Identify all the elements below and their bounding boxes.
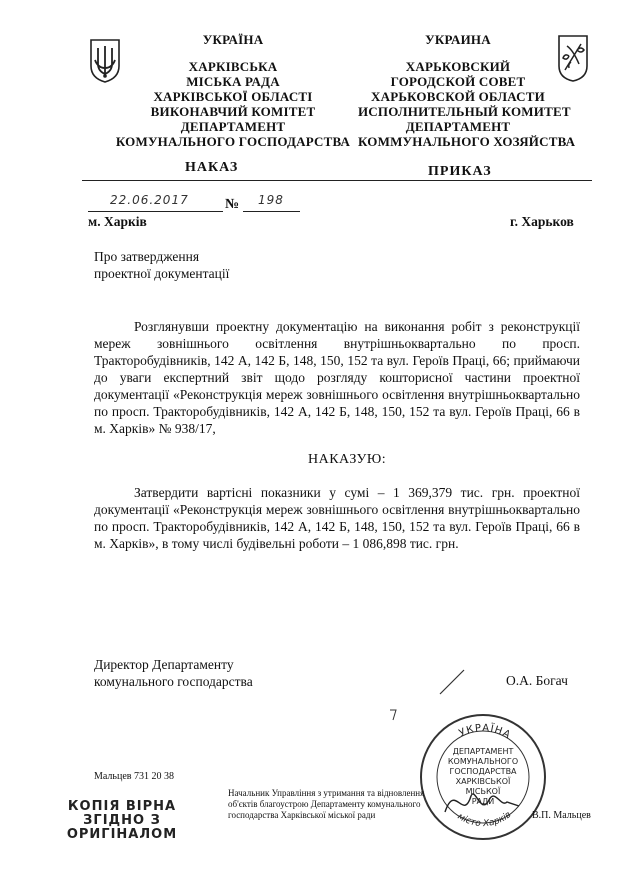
- svg-text:УКРАЇНА: [458, 722, 513, 742]
- copy-stamp-line: ЗГІДНО З: [83, 813, 161, 828]
- header-left-line: ХАРКІВСЬКОЇ ОБЛАСТІ: [153, 89, 313, 104]
- city-ua: м. Харків: [88, 214, 147, 229]
- header-left-line: МІСЬКА РАДА: [186, 74, 280, 89]
- approval-line: об'єктів благоустрою Департаменту комунального: [228, 799, 421, 809]
- header-right-country: УКРАИНА: [425, 32, 491, 47]
- city-ru: г. Харьков: [510, 214, 574, 229]
- signature-mark: [438, 668, 468, 696]
- copy-stamp-line: ОРИГІНАЛОМ: [66, 827, 178, 842]
- signatory-name: О.А. Богач: [506, 673, 568, 688]
- kharkiv-emblem-icon: [557, 34, 589, 82]
- stamp-center-line: РАДИ: [471, 797, 495, 806]
- approval-name: В.П. Мальцев: [532, 810, 591, 821]
- preamble-paragraph: Розглянувши проектну документацію на виконання робіт з реконструкції мереж зовнішнього освітлення внутрішньоквартально по просп. Тракторобудівників, 142 А, 142 Б, 148, 150, 152 та вул. Героїв Праці, 66; приймаючи до уваги експертний звіт щодо розгляду кошторисної частини проектної документації «Реконструкція мереж зовнішнього освітлення внутрішньоквартально по просп. Тракторобудівників, 142 А, 142 Б, 148, 150, 152 та вул. Героїв Праці, 66 в м. Харків» № 938/17,: [94, 319, 580, 436]
- official-stamp: [415, 712, 550, 842]
- signature-position-line: Директор Департаменту: [94, 657, 234, 672]
- header-right-line: ДЕПАРТАМЕНТ: [405, 119, 511, 134]
- copy-certified-stamp: [62, 800, 182, 842]
- order-date: 22.06.2017: [110, 193, 189, 207]
- header-right-line: КОММУНАЛЬНОГО ХОЗЯЙСТВА: [358, 134, 576, 149]
- subject: [94, 248, 229, 282]
- executor-info: Мальцев 731 20 38: [94, 771, 174, 782]
- stamp-center-line: МІСЬКОЇ: [465, 787, 501, 796]
- header-left-line: КОМУНАЛЬНОГО ГОСПОДАРСТВА: [115, 134, 351, 149]
- signature-position: [94, 656, 253, 690]
- stamp-center-line: ГОСПОДАРСТВА: [449, 767, 517, 776]
- order-paragraph: Затвердити вартісні показники у сумі – 1 369,379 тис. грн. проектної документації «Реконструкція мереж зовнішнього освітлення внутрішньоквартально по просп. Тракторобудівників, 142 А, 142 Б, 148, 150, 152 та вул. Героїв Праці, 66 в м. Харків», в тому числі будівельні роботи – 1 086,898 тис. грн.: [94, 485, 580, 551]
- subject-line: Про затвердження: [94, 249, 200, 264]
- header-left-line: ХАРКІВСЬКА: [188, 59, 278, 74]
- svg-text:місто Харків: [456, 810, 514, 829]
- subject-line: проектної документації: [94, 266, 230, 281]
- header-right-line: ИСПОЛНИТЕЛЬНЫЙ КОМИТЕТ: [358, 104, 571, 119]
- stamp-ring-bottom: місто Харків: [455, 809, 514, 830]
- copy-stamp-line: КОПІЯ ВІРНА: [67, 799, 177, 814]
- header-left-line: ВИКОНАВЧИЙ КОМІТЕТ: [150, 104, 316, 119]
- header-right: [358, 32, 576, 149]
- order-word: НАКАЗУЮ:: [308, 452, 387, 467]
- doc-type-right: ПРИКАЗ: [428, 164, 492, 179]
- doc-type-left: НАКАЗ: [185, 160, 239, 175]
- header-left-line: ДЕПАРТАМЕНТ: [180, 119, 286, 134]
- stamp-center-line: ХАРКІВСЬКОЇ: [455, 777, 511, 786]
- signature-position-line: комунального господарства: [94, 674, 253, 689]
- order-number: 198: [258, 193, 284, 207]
- header-left-country: УКРАЇНА: [202, 32, 264, 47]
- stamp-ring-top: УКРАЇНА: [457, 722, 513, 742]
- header-right-line: ХАРЬКОВСКИЙ: [405, 59, 511, 74]
- approval-block: [228, 788, 438, 821]
- date-underline: [88, 211, 223, 212]
- number-underline: [243, 211, 300, 212]
- approval-line: Начальник Управління з утримання та відновлення: [228, 788, 425, 798]
- stamp-center-line: КОМУНАЛЬНОГО: [447, 757, 519, 766]
- approval-line: господарства Харківської міської ради: [228, 810, 376, 820]
- number-label: №: [225, 197, 240, 212]
- header-right-line: ГОРОДСКОЙ СОВЕТ: [390, 74, 526, 89]
- header-divider: [82, 180, 592, 181]
- stamp-center-line: ДЕПАРТАМЕНТ: [452, 747, 514, 756]
- stray-mark: [388, 708, 398, 722]
- header-right-line: ХАРЬКОВСКОЙ ОБЛАСТИ: [371, 89, 545, 104]
- header-left: [108, 32, 358, 149]
